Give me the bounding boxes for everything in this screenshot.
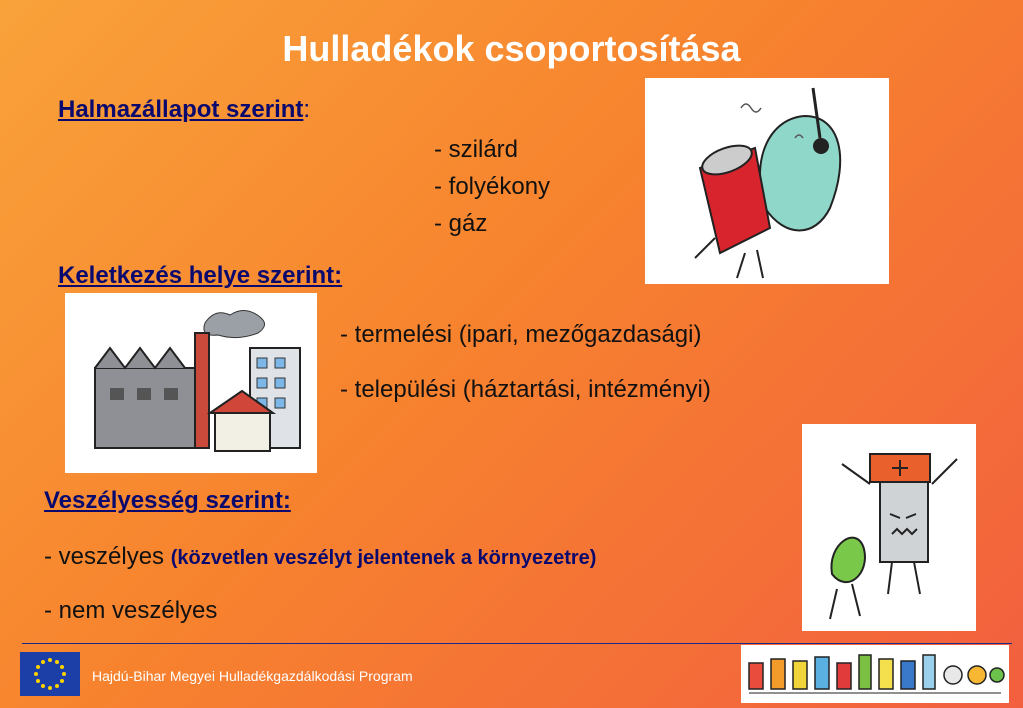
section-halmaz-heading-wrap: [58, 96, 310, 124]
crushed-can-cartoon-icon: [645, 78, 889, 284]
halmaz-item-3: - gáz: [434, 210, 488, 237]
section-veszelyesseg-heading: Veszélyesség szerint:: [44, 487, 291, 514]
veszelyesseg-item-1-prefix: - veszélyes: [44, 543, 165, 570]
keletkezes-item-2: - települési (háztartási, intézményi): [340, 376, 711, 403]
halmaz-item-1: - szilárd: [434, 136, 519, 163]
section-halmaz-colon: :: [303, 96, 311, 123]
section-halmaz-heading: Halmazállapot szerint: [58, 96, 304, 123]
eu-flag-icon: [20, 652, 80, 696]
footer-divider: [22, 643, 1012, 644]
page-title: Hulladékok csoportosítása: [282, 28, 741, 69]
veszelyesseg-item-1-note: (közvetlen veszélyt jelentenek a környezetre): [170, 547, 597, 569]
waste-characters-strip-icon: [741, 645, 1009, 703]
veszelyesseg-item-1: [44, 538, 596, 577]
footer-program-name: Hajdú-Bihar Megyei Hulladékgazdálkodási Program: [92, 668, 413, 684]
keletkezes-item-1: - termelési (ipari, mezőgazdasági): [340, 321, 702, 348]
halmaz-item-2: - folyékony: [434, 173, 551, 200]
angry-battery-cartoon-icon: [802, 424, 976, 631]
veszelyesseg-item-2: - nem veszélyes: [44, 597, 218, 624]
section-keletkezes-heading: Keletkezés helye szerint:: [58, 262, 343, 289]
factory-town-cartoon-icon: [65, 293, 317, 473]
